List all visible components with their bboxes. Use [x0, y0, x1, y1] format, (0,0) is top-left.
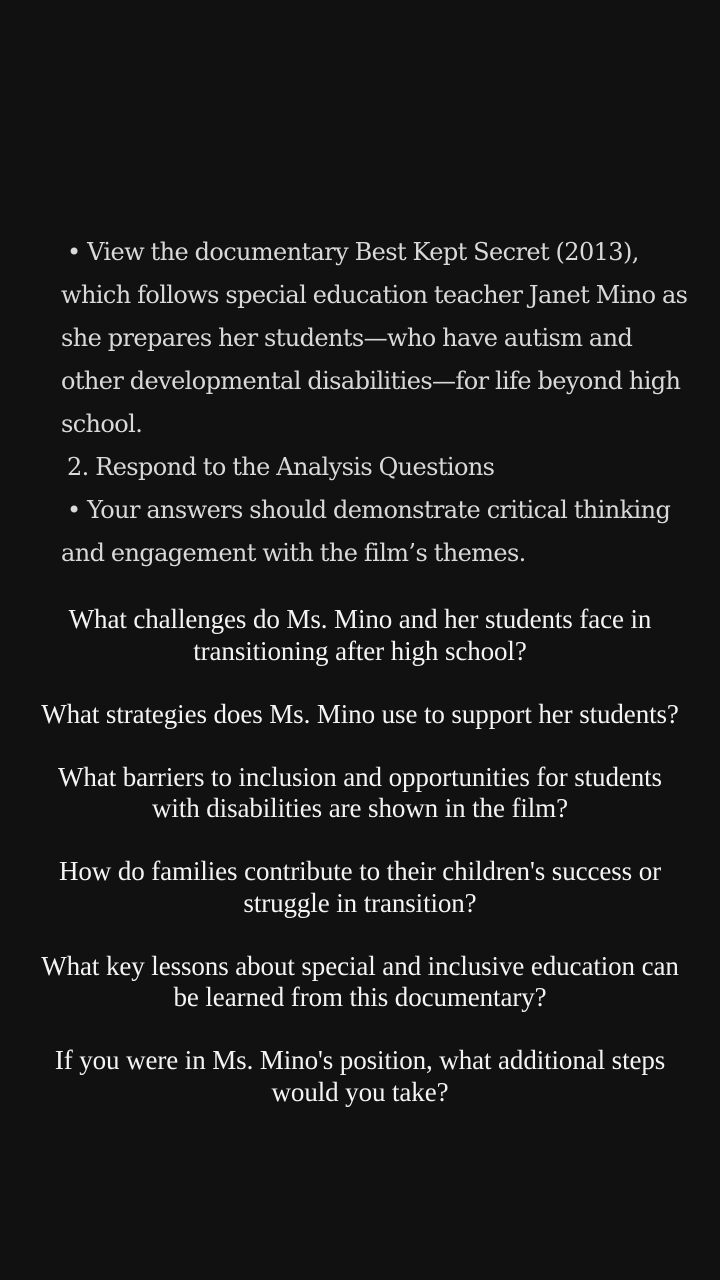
analysis-questions [40, 604, 680, 1140]
instruction-step-2-heading: 2. Respond to the Analysis Questions [67, 453, 495, 481]
question-1: What challenges do Ms. Mino and her students face in transitioning after high school? [68, 604, 652, 666]
assignment-instructions [61, 231, 691, 575]
question-5: What key lessons about special and inclusive education can be learned from this documentary? [41, 950, 679, 1012]
question-6: If you were in Ms. Mino's position, what additional steps would you take? [54, 1045, 666, 1107]
question-2: What strategies does Ms. Mino use to support her students? [41, 698, 679, 729]
question-3: What barriers to inclusion and opportunities for students with disabilities are shown in the film? [58, 761, 662, 823]
instruction-view-documentary: • View the documentary Best Kept Secret (2013), which follows special education teacher Janet Mino as she prepares her students—who have autism and other developmental disabilities—for life beyond high school. [61, 238, 688, 438]
question-4: How do families contribute to their children's success or struggle in transition? [58, 856, 661, 918]
instruction-answer-guidance: • Your answers should demonstrate critical thinking and engagement with the film’s themes. [61, 496, 671, 567]
